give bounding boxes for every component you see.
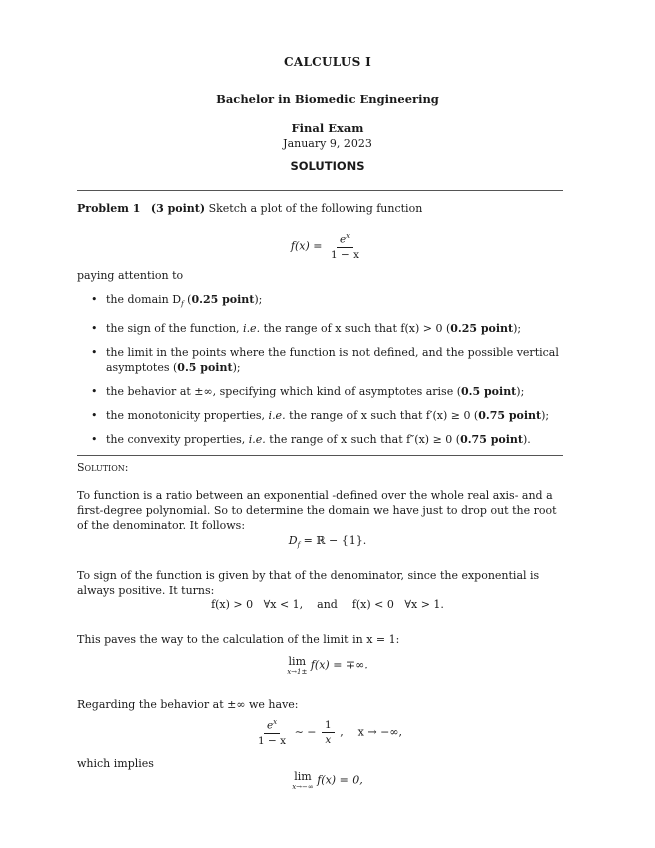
- limit-operator-2: [292, 770, 314, 791]
- list-item: [77, 321, 563, 336]
- problem-points: (3 point): [150, 202, 206, 215]
- item-tail: ).: [522, 433, 531, 447]
- asym-exponent: x: [273, 718, 278, 726]
- item-tail: );: [513, 322, 522, 336]
- item-subscript: f: [181, 300, 184, 309]
- asym-denominator-2: x: [325, 733, 332, 746]
- lim-subscript-2: x→−∞: [292, 783, 314, 791]
- item-mid: the range of x such that f′(x) ≥ 0 (: [285, 409, 479, 423]
- asym-relation: ∼ −: [294, 725, 317, 739]
- list-item: [77, 432, 563, 447]
- function-exponent: x: [346, 232, 351, 240]
- asymptotic-equation: [0, 718, 655, 747]
- asym-numerator: e: [266, 719, 274, 732]
- exam-name: Final Exam: [291, 121, 364, 135]
- requirements-list: [77, 292, 563, 456]
- solution-paragraph-4: Regarding the behavior at ±∞ we have:: [77, 698, 299, 711]
- list-item: [77, 408, 563, 423]
- item-points: 0.75 point: [460, 433, 523, 447]
- item-points: 0.5 point: [461, 385, 517, 399]
- sign-equation: f(x) > 0 ∀x < 1, and f(x) < 0 ∀x > 1.: [211, 598, 444, 611]
- function-lhs: f(x) =: [290, 239, 323, 253]
- item-points: 0.5 point: [177, 361, 233, 375]
- solution-heading: Solution:: [77, 461, 129, 474]
- item-ie: i.e.: [268, 409, 286, 423]
- item-points: 0.25 point: [450, 322, 514, 336]
- list-item: [77, 345, 563, 375]
- lim-subscript: x→1±: [287, 668, 308, 676]
- problem-statement: [77, 201, 563, 216]
- domain-subscript: f: [297, 541, 301, 550]
- limit-rhs-2: f(x) = 0,: [317, 773, 363, 787]
- item-tail: );: [254, 293, 263, 306]
- program-name: Bachelor in Biomedic Engineering: [216, 92, 439, 106]
- domain-symbol: D: [288, 534, 298, 547]
- function-definition: [0, 232, 655, 261]
- item-mid: the range of x such that f″(x) ≥ 0 (: [265, 433, 461, 447]
- problem-text: Sketch a plot of the following function: [208, 202, 423, 215]
- item-points: 0.75 point: [478, 409, 542, 423]
- item-text: the sign of the function,: [106, 322, 244, 336]
- asym-denominator: 1 − x: [258, 734, 287, 747]
- solution-divider: [77, 455, 563, 456]
- item-tail: );: [232, 361, 241, 375]
- limit-equation: [0, 655, 655, 676]
- solution-paragraph-2: To sign of the function is given by that of the denominator, since the exponential is always positive. It turns:: [77, 569, 540, 597]
- asymptotic-fraction-1: [255, 718, 289, 747]
- solution-paragraph-1: To function is a ratio between an exponential -defined over the whole real axis- and a first-degree polynomial. So to determine the domain we have just to drop out the root of the denominator. It follows:: [77, 489, 557, 532]
- item-text: the monotonicity properties,: [106, 409, 269, 423]
- function-numerator: e: [339, 233, 347, 246]
- exam-date: January 9, 2023: [283, 137, 372, 150]
- item-text: the behavior at ±∞, specifying which kind of asymptotes arise (: [106, 385, 462, 399]
- item-text: the limit in the points where the function is not defined, and the possible vertical asymptotes (: [106, 346, 559, 375]
- asymptotic-fraction-2: [322, 719, 335, 746]
- course-title: CALCULUS I: [283, 55, 372, 69]
- intro-text: paying attention to: [77, 269, 184, 282]
- limit-operator: [287, 655, 307, 676]
- list-item: • the domain $D_f$ (0.25 point);: [77, 292, 563, 312]
- asym-numerator-2: 1: [322, 719, 335, 733]
- item-text: the domain D: [106, 293, 182, 306]
- solution-paragraph-5: which implies: [77, 757, 154, 770]
- asym-tail: , x → −∞,: [340, 725, 402, 739]
- item-tail: );: [516, 385, 525, 399]
- lim-text: lim: [288, 655, 306, 668]
- list-item: [77, 384, 563, 399]
- item-tail: );: [541, 409, 550, 423]
- item-ie: i.e.: [243, 322, 261, 336]
- item-points: 0.25 point: [191, 293, 255, 306]
- limit-rhs: f(x) = ∓∞.: [310, 658, 368, 672]
- solutions-heading: SOLUTIONS: [290, 159, 365, 173]
- top-divider: [77, 190, 563, 191]
- function-denominator: 1 − x: [331, 248, 360, 261]
- domain-rhs: = ℝ − {1}.: [300, 534, 367, 547]
- item-ie: i.e.: [248, 433, 266, 447]
- limit-minus-infinity-equation: [0, 770, 655, 791]
- function-fraction: [328, 232, 362, 261]
- problem-label: Problem 1: [77, 202, 141, 215]
- lim-text-2: lim: [294, 770, 312, 783]
- solution-paragraph-3: This paves the way to the calculation of the limit in x = 1:: [77, 633, 400, 646]
- item-text: the convexity properties,: [106, 433, 249, 447]
- domain-equation: [0, 534, 655, 549]
- item-mid: the range of x such that f(x) > 0 (: [260, 322, 451, 336]
